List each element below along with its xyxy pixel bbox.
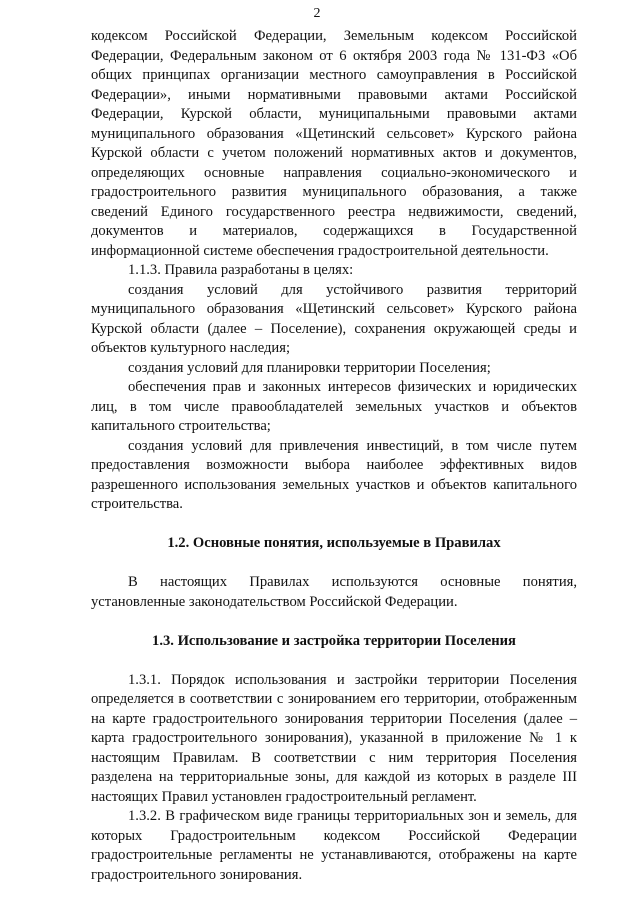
section-heading-1-2: 1.2. Основные понятия, используемые в Правилах bbox=[167, 535, 501, 551]
paragraph-goal-4: создания условий для привлечения инвестиций, в том числе путем предоставления возможности выбора наиболее эффективных видов разрешенного использования земельных участков и объектов капитального строительства. bbox=[91, 437, 577, 512]
page-number: 2 bbox=[313, 6, 321, 21]
section-heading-1-3: 1.3. Использование и застройка территории Поселения bbox=[152, 632, 516, 649]
paragraph-goal-1: создания условий для устойчивого развития территорий муниципального образования «Щетинский сельсовет» Курского района Курской области (далее – Поселение), сохранения окружающей среды и объектов культурного наследия; bbox=[91, 281, 577, 356]
document-body bbox=[91, 27, 577, 885]
paragraph-goal-2: создания условий для планировки территории Поселения; bbox=[128, 359, 491, 376]
paragraph-1-3-1: 1.3.1. Порядок использования и застройки территории Поселения определяется в соответствии с зонированием его территории, отображенным на карте градостроительного зонирования территории Поселения (далее – карта градостроительного зонирования), указанной в приложение № 1 к настоящим Правилам. В соответствии с ним территория Поселения разделена на территориальные зоны, для каждой из которых в разделе III настоящих Правил установлен градостроительный регламент. bbox=[91, 671, 577, 805]
paragraph-goal-3: обеспечения прав и законных интересов физических и юридических лиц, в том числе правообладателей земельных участков и объектов капитального строительства; bbox=[91, 379, 577, 434]
paragraph-continuation: кодексом Российской Федерации, Земельным кодексом Российской Федерации, Федеральным законом от 6 октября 2003 года № 131-ФЗ «Об общих принципах организации местного самоуправления в Российской Федерации», иными нормативными правовыми актами Российской Федерации, Курской области, муниципальными правовыми актами муниципального образования «Щетинский сельсовет» Курского района Курской области с учетом положений нормативных актов и документов, определяющих основные направления социально-экономического и градостроительного развития муниципального образования, а также сведений Единого государственного реестра недвижимости, сведений, документов и материалов, содержащихся в Государственной информационной системе обеспечения градостроительной деятельности. bbox=[91, 28, 577, 259]
paragraph-1-2: В настоящих Правилах используются основные понятия, установленные законодательством Российской Федерации. bbox=[91, 574, 577, 610]
paragraph-1-3-2: 1.3.2. В графическом виде границы территориальных зон и земель, для которых Градостроительным кодексом Российской Федерации градостроительные регламенты не устанавливаются, отображены на карте градостроительного зонирования. bbox=[91, 808, 577, 883]
paragraph-goals-intro: 1.1.3. Правила разработаны в целях: bbox=[128, 262, 354, 278]
